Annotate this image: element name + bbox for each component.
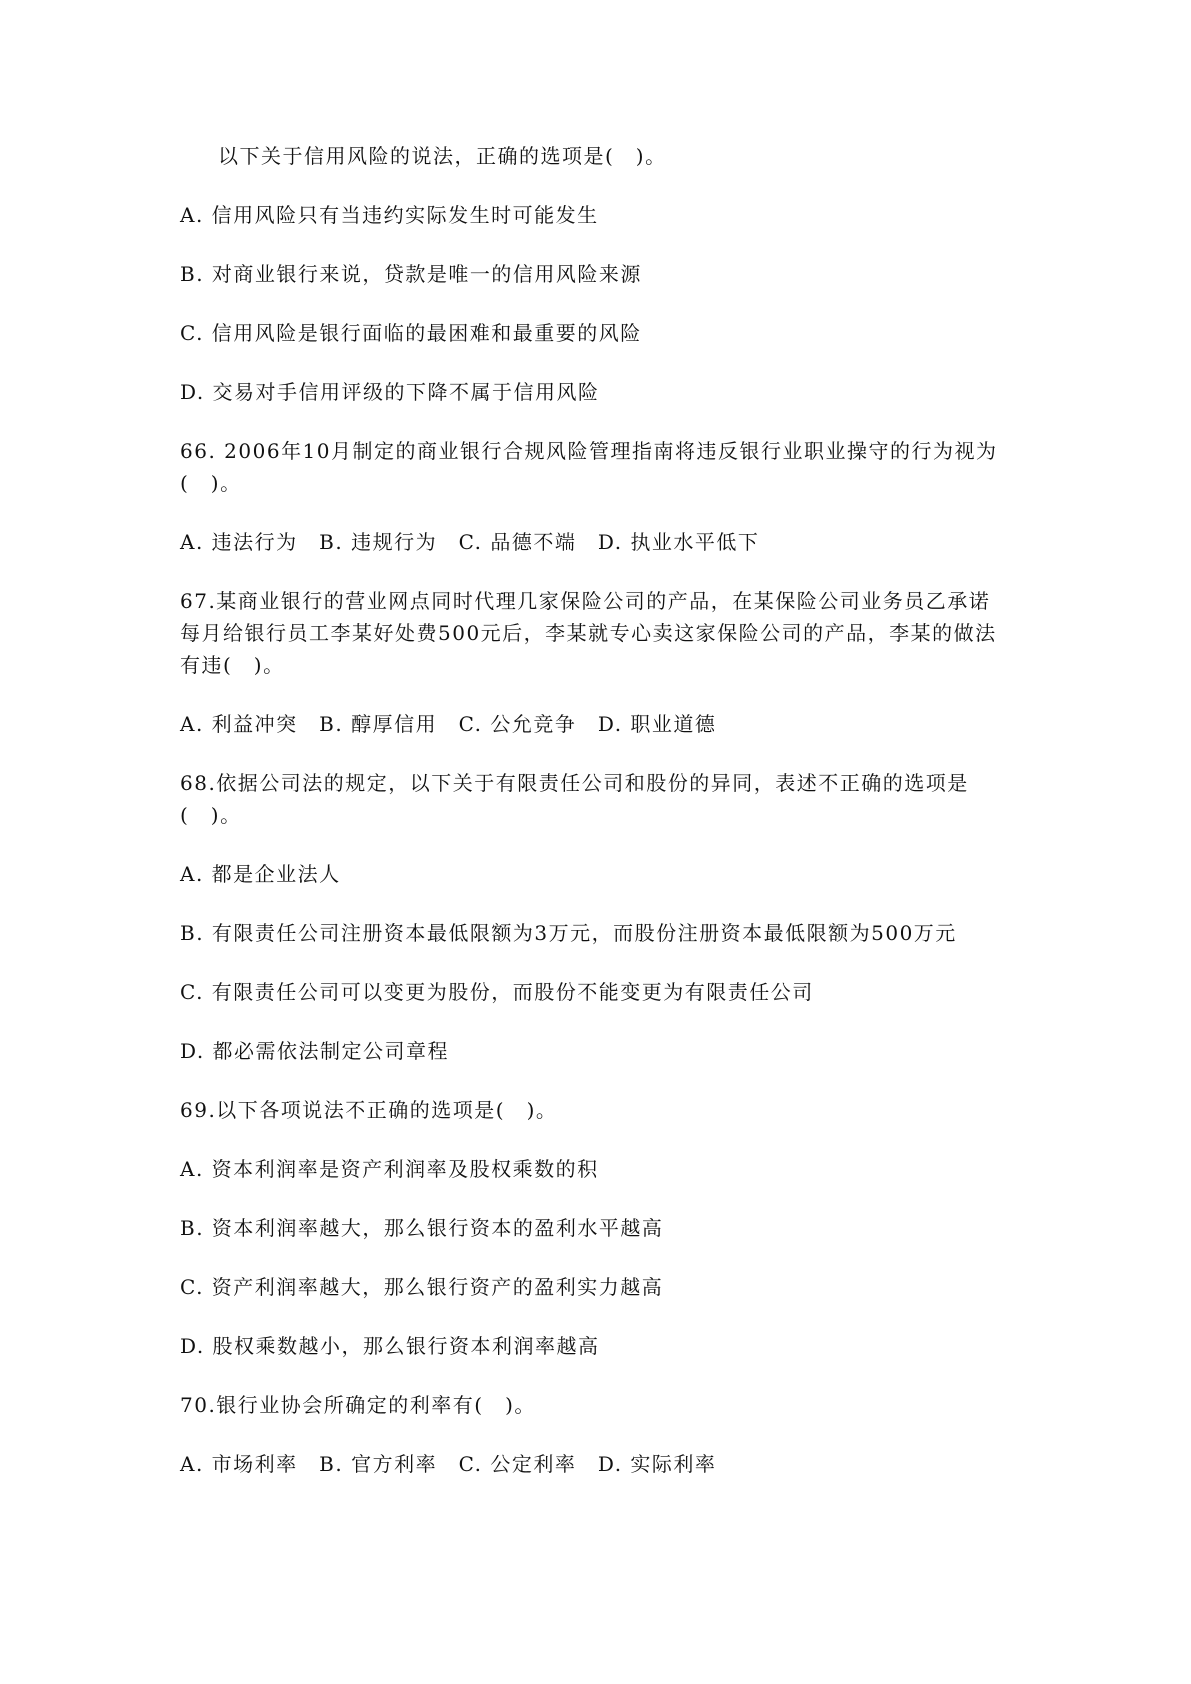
question-70: 70.银行业协会所确定的利率有( )。 [180, 1393, 536, 1417]
answer-option: C. 资产利润率越大，那么银行资产的盈利实力越高 [180, 1275, 664, 1299]
document-body [180, 140, 1010, 1507]
answer-options-70: A. 市场利率 B. 官方利率 C. 公定利率 D. 实际利率 [180, 1452, 717, 1476]
question-67: 67.某商业银行的营业网点同时代理几家保险公司的产品，在某保险公司业务员乙承诺每月给银行员工李某好处费500元后，李某就专心卖这家保险公司的产品，李某的做法有违( )。 [180, 589, 997, 677]
question-66: 66. 2006年10月制定的商业银行合规风险管理指南将违反银行业职业操守的行为视为( )。 [180, 439, 998, 495]
answer-option: B. 对商业银行来说，贷款是唯一的信用风险来源 [180, 262, 642, 286]
answer-option: B. 资本利润率越大，那么银行资本的盈利水平越高 [180, 1216, 664, 1240]
answer-options-66: A. 违法行为 B. 违规行为 C. 品德不端 D. 执业水平低下 [180, 530, 760, 554]
answer-option: B. 有限责任公司注册资本最低限额为3万元，而股份注册资本最低限额为500万元 [180, 921, 957, 945]
question-stem: 以下关于信用风险的说法，正确的选项是( )。 [218, 144, 667, 168]
answer-option: C. 信用风险是银行面临的最困难和最重要的风险 [180, 321, 642, 345]
question-69: 69.以下各项说法不正确的选项是( )。 [180, 1098, 558, 1122]
answer-option: D. 股权乘数越小，那么银行资本利润率越高 [180, 1334, 600, 1358]
answer-option: D. 都必需依法制定公司章程 [180, 1039, 450, 1063]
answer-option: A. 资本利润率是资产利润率及股权乘数的积 [180, 1157, 599, 1181]
answer-options-67: A. 利益冲突 B. 醇厚信用 C. 公允竞争 D. 职业道德 [180, 712, 717, 736]
question-68: 68.依据公司法的规定，以下关于有限责任公司和股份的异同，表述不正确的选项是( )。 [180, 771, 969, 827]
answer-option: A. 信用风险只有当违约实际发生时可能发生 [180, 203, 599, 227]
answer-option: C. 有限责任公司可以变更为股份，而股份不能变更为有限责任公司 [180, 980, 814, 1004]
answer-option: A. 都是企业法人 [180, 862, 341, 886]
answer-option: D. 交易对手信用评级的下降不属于信用风险 [180, 380, 600, 404]
